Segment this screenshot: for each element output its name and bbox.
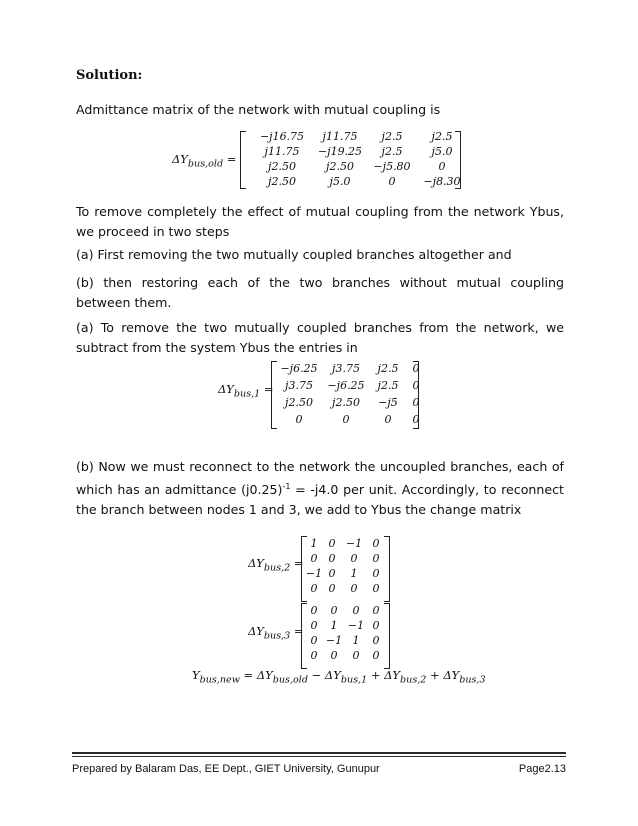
matrix-1-row: 0 0 0 0 (295, 413, 420, 426)
matrix-2-row: −1 0 1 0 (305, 567, 380, 580)
matrix-3-row: 0 0 0 0 (310, 604, 380, 617)
matrix-old-left-bracket (240, 131, 246, 189)
paragraph-step-b: (b) then restoring each of the two branches without mutual coupling between them. (76, 275, 564, 310)
paragraph-intro: Admittance matrix of the network with mutual coupling is (76, 102, 441, 117)
paragraph-remove: (a) To remove the two mutually coupled branches from the network, we subtract from the system Ybus the entries in (76, 320, 564, 355)
matrix-3-label: $\Delta Y_{bus,3}$ = (248, 624, 304, 642)
matrix-old-row: j2.50 j5.0 0 −j8.30 (268, 175, 461, 188)
footer-rule-thick (72, 752, 566, 754)
matrix-2-row: 1 0 −1 0 (310, 537, 380, 550)
footer-page-number: Page2.13 (518, 763, 566, 775)
solution-heading: Solution: (76, 68, 143, 83)
paragraph-step-a: (a) First removing the two mutually coupled branches altogether and (76, 247, 512, 262)
matrix-2-label: $\Delta Y_{bus,2}$ = (248, 556, 304, 574)
matrix-old-row: j11.75 −j19.25 j2.5 j5.0 (264, 145, 453, 158)
matrix-2-row: 0 0 0 0 (310, 582, 380, 595)
footer-credit: Prepared by Balaram Das, EE Dept., GIET University, Gunupur (72, 763, 380, 775)
matrix-3-row: 0 0 0 0 (310, 649, 380, 662)
matrix-1-row: j3.75 −j6.25 j2.5 0 (285, 379, 420, 392)
matrix-1-row: j2.50 j2.50 −j5 0 (285, 396, 420, 409)
paragraph-steps: To remove completely the effect of mutual coupling from the network Ybus, we proceed in two steps (76, 204, 564, 239)
matrix-old-row: j2.50 j2.50 −j5.80 0 (268, 160, 446, 173)
matrix-2-row: 0 0 0 0 (310, 552, 380, 565)
matrix-old-row: −j16.75 j11.75 j2.5 j2.5 (259, 130, 453, 143)
matrix-1-row: −j6.25 j3.75 j2.5 0 (280, 362, 420, 375)
matrix-3-row: 0 −1 1 0 (310, 634, 380, 647)
matrix-old-label: $\Delta Y_{bus,old}$ = (172, 152, 237, 170)
matrix-1-label: $\Delta Y_{bus,1}$ = (218, 382, 274, 400)
final-equation: $Y_{bus,new} = \Delta Y_{bus,old} - \Delta Y_{bus,1} + \Delta Y_{bus,2} + \Delta Y_{bus,3}$ (192, 668, 486, 686)
footer-rule-thin (72, 756, 566, 757)
paragraph-reconnect: (b) Now we must reconnect to the network the uncoupled branches, each of which has an admittance $(j0.25)^{-1} = -j4.0$ per unit. Accordingly, to reconnect the branch between nodes 1 and 3, we add to Ybus the change matrix (76, 459, 564, 518)
matrix-3-row: 0 1 −1 0 (310, 619, 380, 632)
